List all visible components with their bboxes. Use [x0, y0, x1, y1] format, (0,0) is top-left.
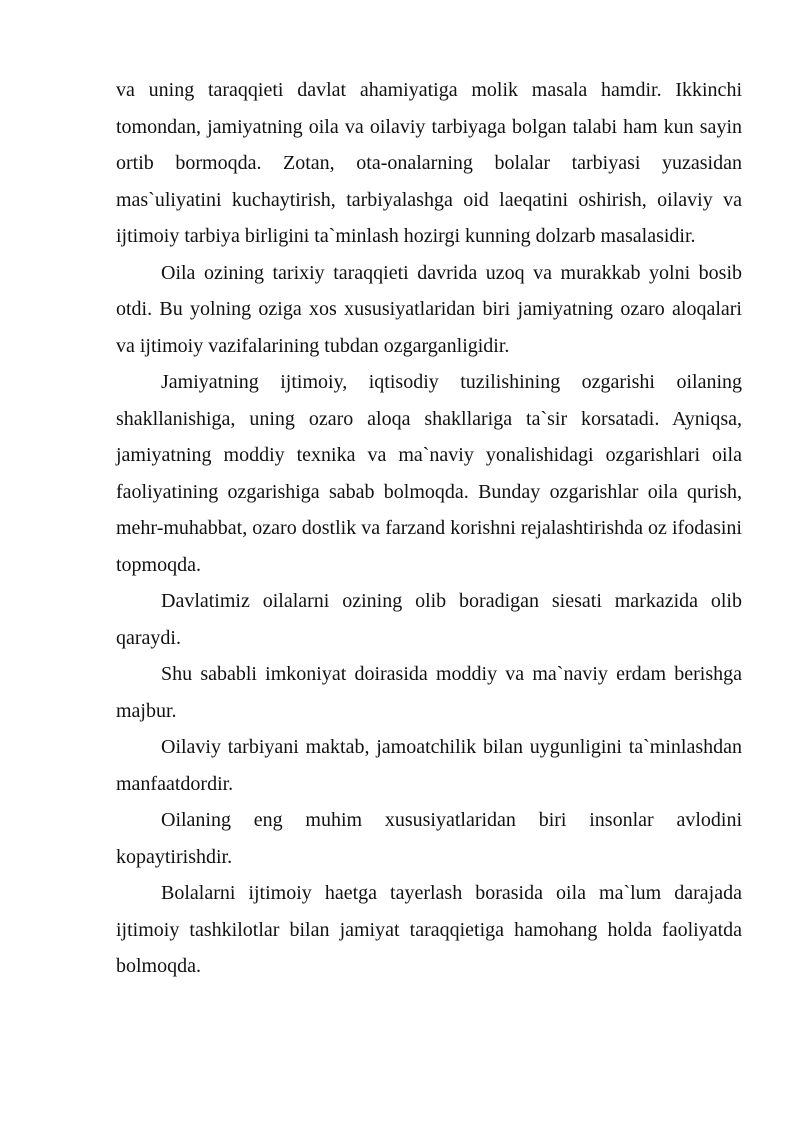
paragraph-society-changes: Jamiyatning ijtimoiy, iqtisodiy tuzilishining ozgarishi oilaning shakllanishiga, uning ozaro aloqa shakllariga ta`sir korsatadi. Ayniqsa, jamiyatning moddiy texnika va ma`naviy yonalishidagi ozgarishlari oila faoliyatining ozgarishiga sabab bolmoqda. Bunday ozgarishlar oila qurish, mehr-muhabbat, ozaro dostlik va farzand korishni rejalashtirishda oz ifodasini topmoqda.: [116, 371, 742, 576]
paragraph-family-history: Oila ozining tarixiy taraqqieti davrida uzoq va murakkab yolni bosib otdi. Bu yolning oziga xos xususiyatlaridan biri jamiyatning ozaro aloqalari va ijtimoiy vazifalarining tubdan ozgarganligidir.: [116, 261, 742, 357]
paragraph-generations: Oilaning eng muhim xususiyatlaridan biri insonlar avlodini kopaytirishdir.: [116, 809, 742, 868]
paragraph-harmony: Oilaviy tarbiyani maktab, jamoatchilik bilan uygunligini ta`minlashdan manfaatdordir.: [116, 736, 742, 795]
paragraph-support: Shu sababli imkoniyat doirasida moddiy va ma`naviy erdam berishga majbur.: [116, 663, 742, 722]
paragraph-state-policy: Davlatimiz oilalarni ozining olib boradigan siesati markazida olib qaraydi.: [116, 590, 742, 649]
paragraph-children-preparation: Bolalarni ijtimoiy haetga tayerlash borasida oila ma`lum darajada ijtimoiy tashkilotlar bilan jamiyat taraqqietiga hamohang holda faoliyatda bolmoqda.: [116, 882, 742, 977]
document-page: [116, 72, 742, 985]
paragraph-continuation: va uning taraqqieti davlat ahamiyatiga molik masala hamdir. Ikkinchi tomondan, jamiyatning oila va oilaviy tarbiyaga bolgan talabi ham kun sayin ortib bormoqda. Zotan, ota-onalarning bolalar tarbiyasi yuzasidan mas`uliyatini kuchaytirish, tarbiyalashga oid laeqatini oshirish, oilaviy va ijtimoiy tarbiya birligini ta`minlash hozirgi kunning dolzarb masalasidir.: [116, 79, 742, 247]
